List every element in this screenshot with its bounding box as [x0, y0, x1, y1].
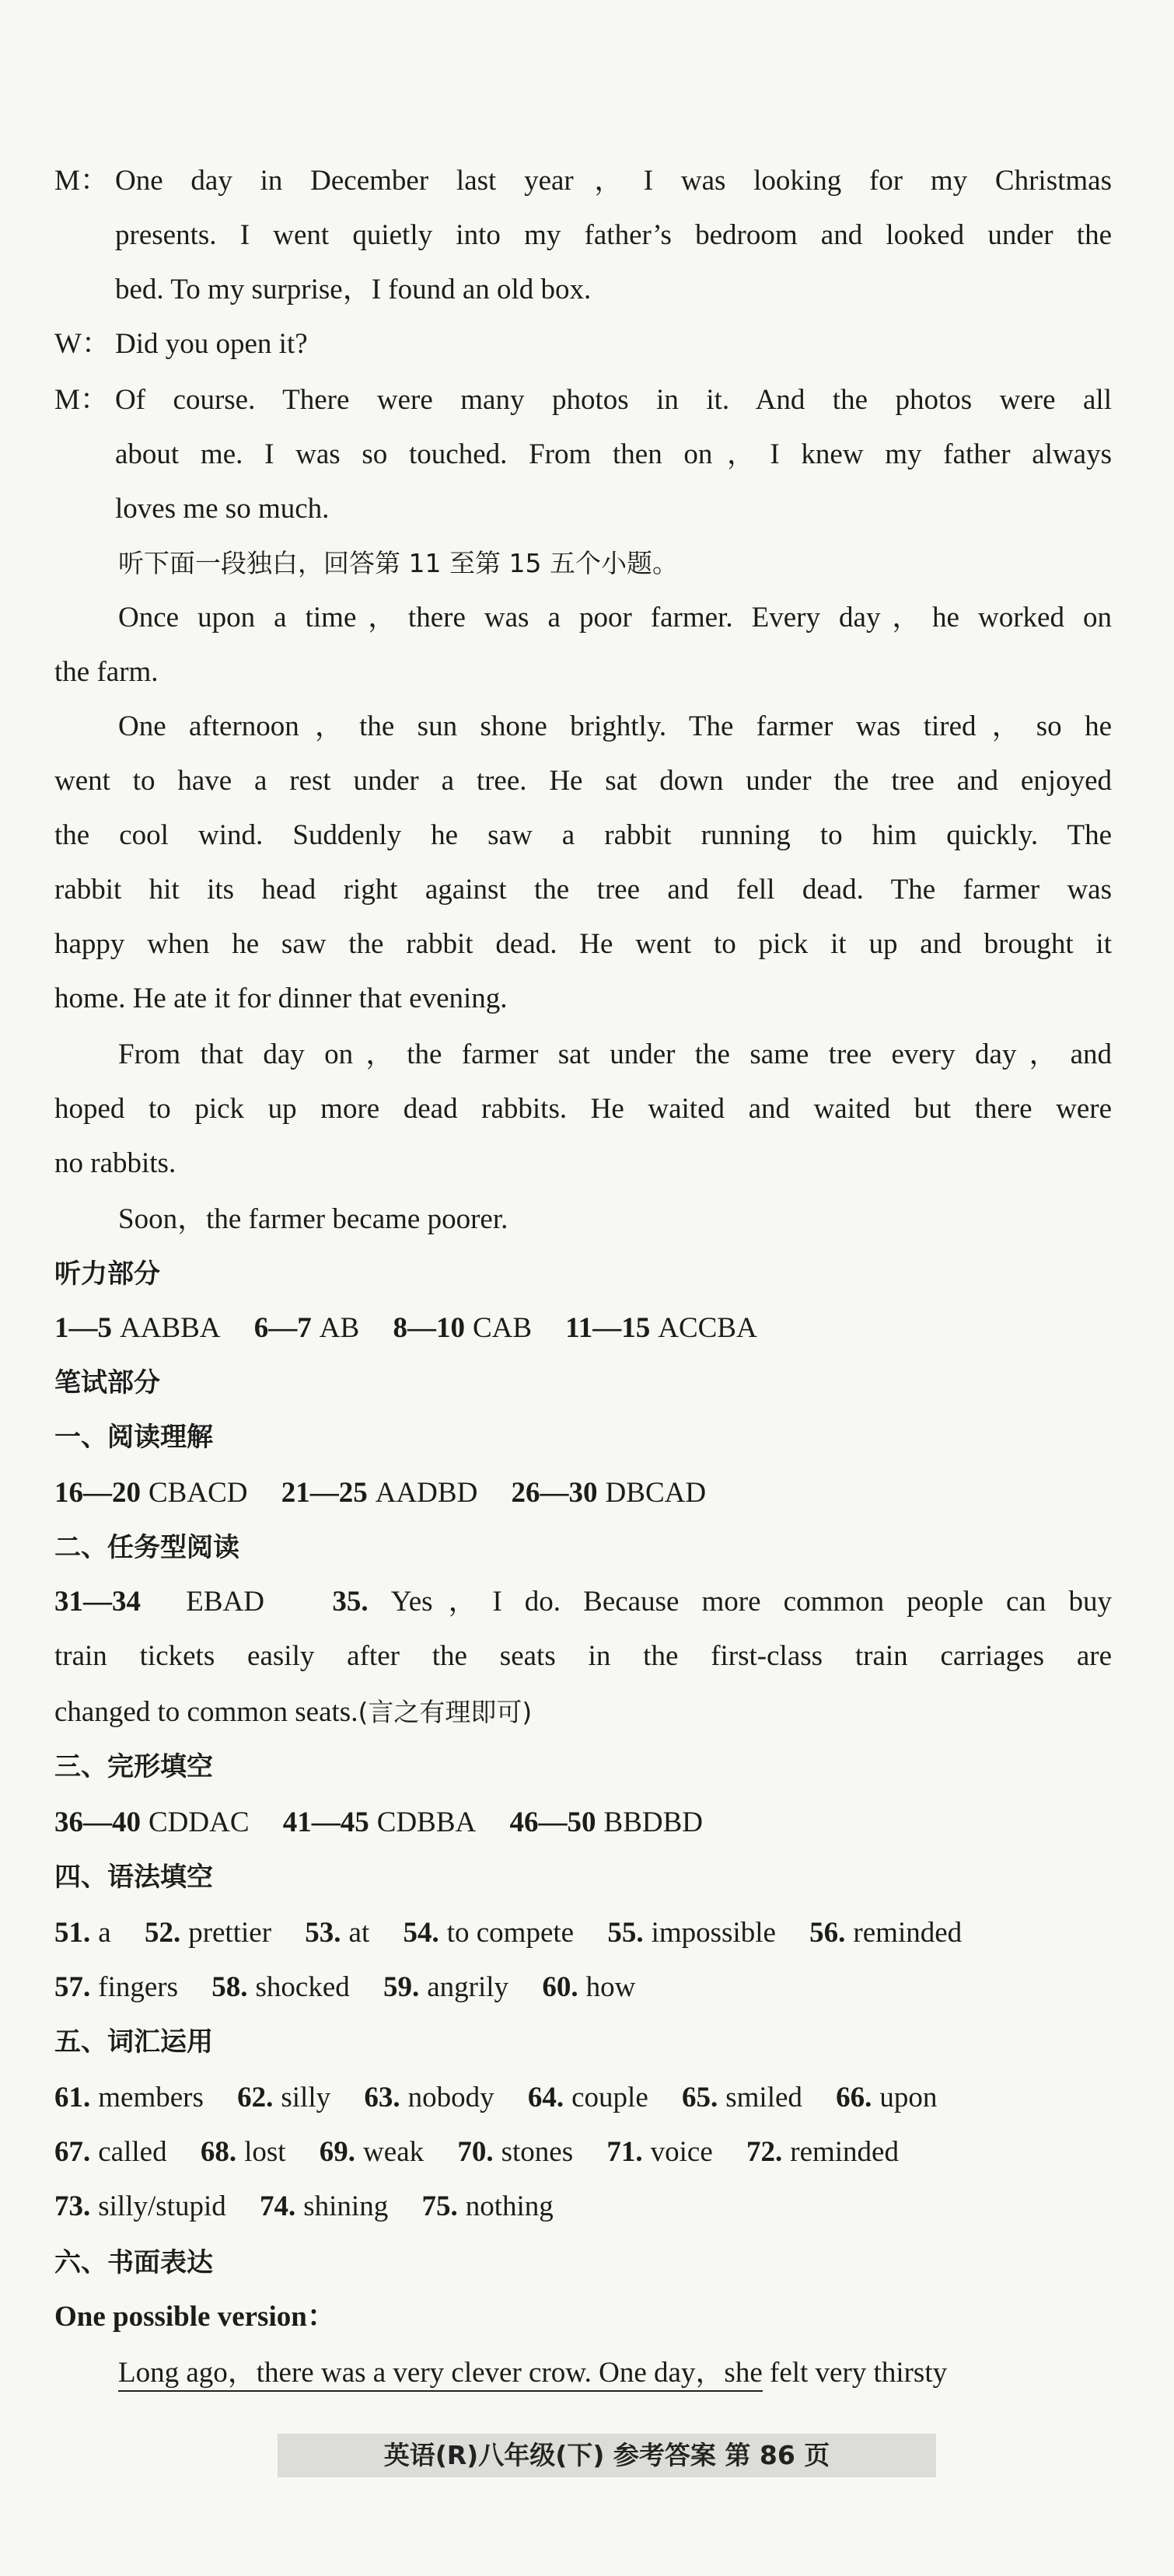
answer-item: 58. shocked: [211, 1971, 350, 2003]
answer-item: 67. called: [54, 2136, 167, 2168]
monologue-line: home. He ate it for dinner that evening.: [54, 983, 508, 1014]
answer-group: 8—10 CAB: [393, 1312, 533, 1344]
dialogue-line: about me. I was so touched. From then on，I knew my father always: [115, 438, 1112, 470]
answer-item: 72. reminded: [746, 2136, 899, 2168]
writing-sample-line: Long ago，there was a very clever crow. One day，she felt very thirsty: [118, 2351, 1112, 2395]
answer-item: 54. to compete: [403, 1917, 575, 1949]
monologue-line: rabbit hit its head right against the tree and fell dead. The farmer was: [54, 874, 1112, 906]
page-footer: 英语(R)八年级(下) 参考答案 第 86 页: [278, 2434, 936, 2477]
answer-group: 36—40 CDDAC: [54, 1806, 250, 1838]
answer-item: 56. reminded: [809, 1917, 963, 1949]
section-heading-writing: 六、书面表达: [54, 2247, 213, 2278]
task-answer-line: 31—34 EBAD 35. Yes，I do. Because more common people can buy: [54, 1586, 1113, 1618]
answer-item: 68. lost: [200, 2136, 286, 2168]
dialogue-line: presents. I went quietly into my father’s bedroom and looked under the: [115, 219, 1112, 251]
answer-item: 66. upon: [836, 2082, 938, 2114]
answer-item: 53. at: [305, 1917, 370, 1949]
vocab-answers-row: [54, 2131, 925, 2174]
answer-group: 21—25 AADBD: [281, 1477, 478, 1509]
monologue-line: the farm.: [54, 656, 159, 688]
answer-group: 41—45 CDBBA: [282, 1806, 477, 1838]
listening-instruction: 听下面一段独白，回答第 11 至第 15 五个小题。: [118, 548, 678, 578]
dialogue-line: Did you open it?: [115, 328, 308, 360]
answer-item: 51. a: [54, 1917, 111, 1949]
answer-group: 6—7 AB: [253, 1312, 360, 1344]
answer-item: 63. nobody: [364, 2082, 494, 2114]
monologue-line: From that day on，the farmer sat under the same tree every day，and: [118, 1038, 1112, 1070]
monologue-line: happy when he saw the rabbit dead. He went to pick it up and brought it: [54, 928, 1112, 960]
dialogue-line: bed. To my surprise，I found an old box.: [115, 274, 592, 305]
monologue-line: no rabbits.: [54, 1147, 176, 1179]
section-heading-vocab: 五、词汇运用: [54, 2026, 213, 2058]
answer-item: 57. fingers: [54, 1971, 178, 2003]
monologue-line: the cool wind. Suddenly he saw a rabbit running to him quickly. The: [54, 819, 1112, 851]
reading-answers: [54, 1471, 732, 1515]
answer-item: 65. smiled: [682, 2082, 802, 2114]
vocab-answers-row: [54, 2185, 580, 2229]
task-answer-line: changed to common seats.(言之有理即可): [54, 1696, 533, 1728]
answer-group: 26—30 DBCAD: [511, 1477, 707, 1509]
speaker-w: W：: [54, 328, 110, 360]
section-heading-cloze: 三、完形填空: [54, 1751, 213, 1782]
section-heading-grammar: 四、语法填空: [54, 1862, 213, 1893]
answer-item: 74. shining: [259, 2190, 389, 2222]
answer-item: 60. how: [542, 1971, 636, 2003]
grammar-answers-row: [54, 1911, 988, 1955]
monologue-line: hoped to pick up more dead rabbits. He waited and waited but there were: [54, 1093, 1112, 1125]
answer-item: 55. impossible: [607, 1917, 776, 1949]
cloze-answers: [54, 1801, 729, 1845]
speaker-m: M：: [54, 384, 109, 416]
section-heading-reading: 一、阅读理解: [54, 1422, 213, 1453]
answer-item: 62. silly: [237, 2082, 331, 2114]
answer-item: 64. couple: [527, 2082, 648, 2114]
answer-group: 16—20 CBACD: [54, 1477, 248, 1509]
answer-item: 52. prettier: [144, 1917, 272, 1949]
section-heading-listening: 听力部分: [54, 1258, 160, 1290]
underlined-phrase: Long ago，there was a very clever crow. One day，she: [118, 2357, 763, 2392]
dialogue-line: One day in December last year，I was looking for my Christmas: [115, 165, 1112, 197]
monologue-line: Once upon a time，there was a poor farmer. Every day，he worked on: [118, 602, 1112, 634]
answer-item: 71. voice: [606, 2136, 713, 2168]
vocab-answers-row: [54, 2076, 963, 2120]
task-answer-line: train tickets easily after the seats in the first-class train carriages are: [54, 1640, 1112, 1672]
answer-group: 1—5 AABBA: [54, 1312, 221, 1344]
monologue-line: Soon，the farmer became poorer.: [118, 1203, 508, 1235]
answer-group: 46—50 BBDBD: [509, 1806, 703, 1838]
answer-item: 59. angrily: [383, 1971, 509, 2003]
dialogue-line: Of course. There were many photos in it. And the photos were all: [115, 384, 1112, 416]
answer-group: 11—15 ACCBA: [565, 1312, 757, 1344]
answer-item: 75. nothing: [421, 2190, 554, 2222]
answer-item: 61. members: [54, 2082, 204, 2114]
answer-item: 69. weak: [319, 2136, 425, 2168]
monologue-line: One afternoon，the sun shone brightly. The farmer was tired，so he: [118, 710, 1112, 742]
answer-item: 73. silly/stupid: [54, 2190, 226, 2222]
monologue-line: went to have a rest under a tree. He sat down under the tree and enjoyed: [54, 765, 1112, 797]
section-heading-written: 笔试部分: [54, 1367, 160, 1398]
listening-answers: [54, 1307, 784, 1350]
answer-item: 70. stones: [457, 2136, 574, 2168]
speaker-m: M：: [54, 165, 109, 197]
dialogue-line: loves me so much.: [115, 493, 330, 525]
section-heading-task: 二、任务型阅读: [54, 1532, 239, 1563]
writing-subtitle: One possible version：: [54, 2301, 336, 2333]
grammar-answers-row: [54, 1966, 662, 2009]
